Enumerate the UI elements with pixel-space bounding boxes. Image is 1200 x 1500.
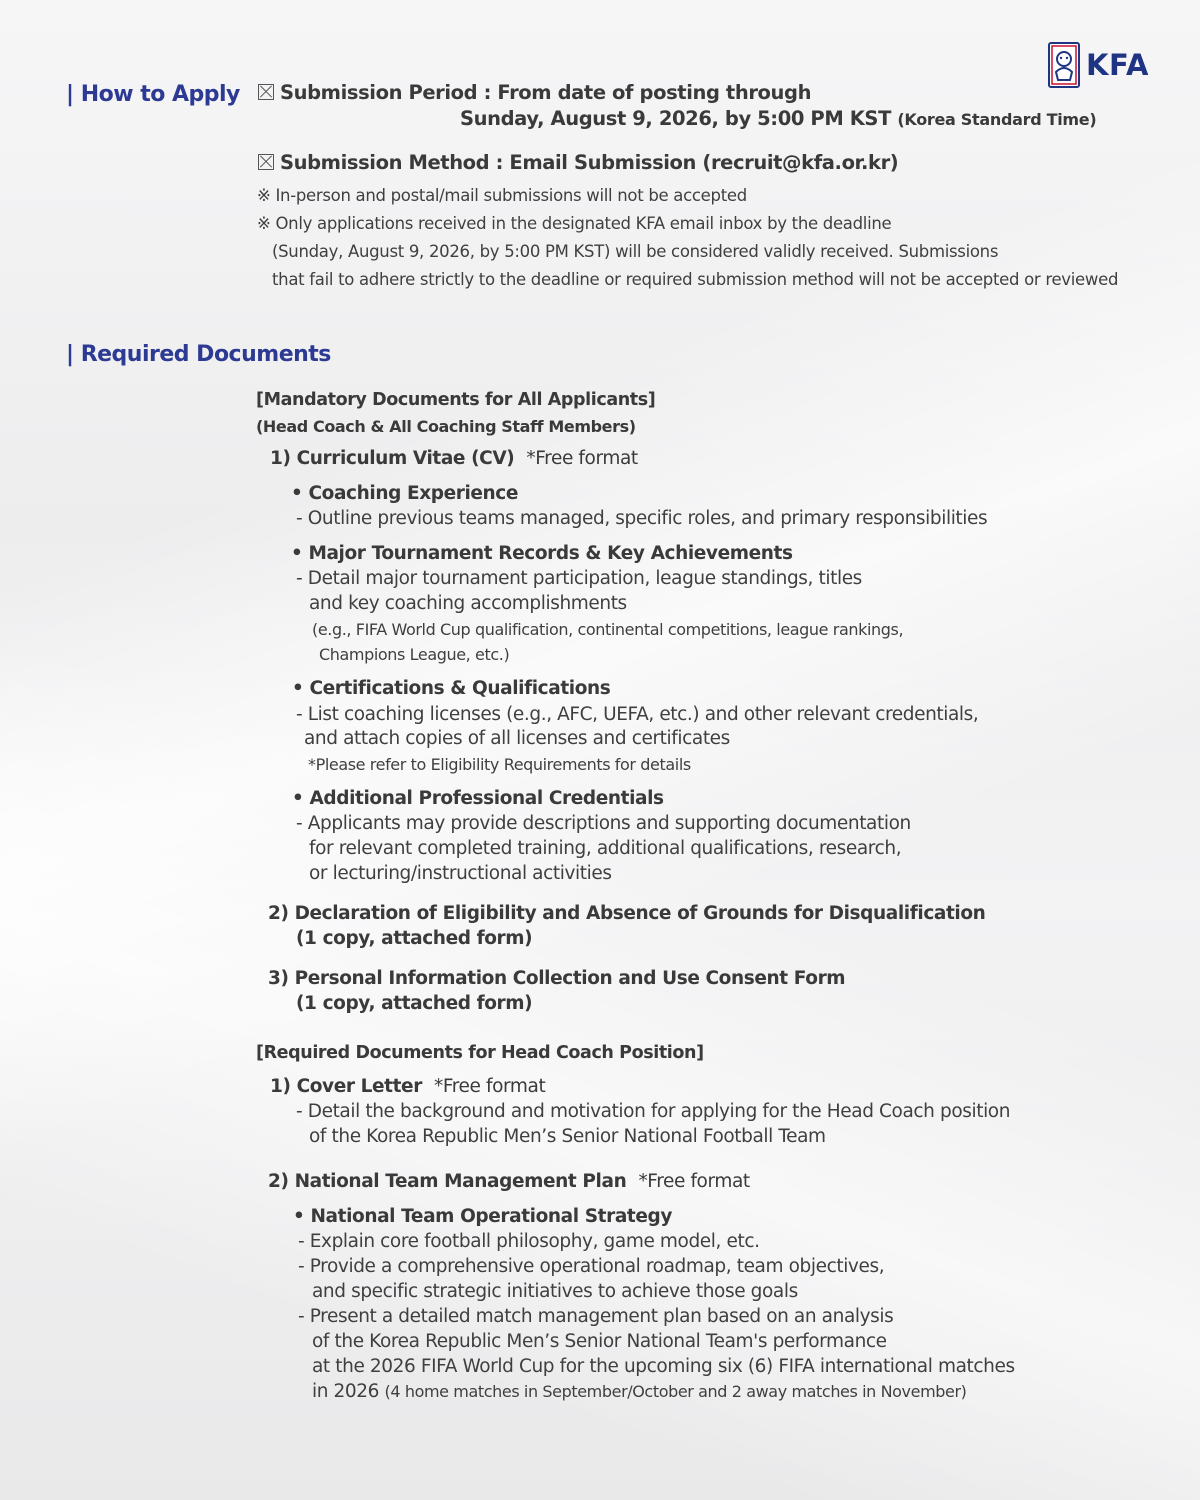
kfa-logo — [1048, 42, 1149, 88]
strategy-point-1: - Explain core football philosophy, game model, etc. — [298, 1231, 760, 1252]
submission-deadline-timezone: (Korea Standard Time) — [897, 110, 1097, 129]
cover-letter-title: 1) Cover Letter — [270, 1076, 422, 1097]
additional-credentials-desc-line1: - Applicants may provide descriptions and supporting documentation — [296, 813, 911, 834]
checkbox-icon — [258, 84, 274, 100]
strategy-point-3-line1: - Present a detailed match management plan based on an analysis — [298, 1306, 894, 1327]
submission-period — [258, 81, 811, 104]
submission-method — [258, 151, 898, 174]
cover-letter-desc-line1: - Detail the background and motivation for applying for the Head Coach position — [296, 1101, 1011, 1122]
strategy-point-3-line3: at the 2026 FIFA World Cup for the upcoming six (6) FIFA international matches — [312, 1356, 1015, 1377]
additional-credentials-desc-line3: or lecturing/instructional activities — [309, 863, 612, 884]
note-deadline-line2: (Sunday, August 9, 2026, by 5:00 PM KST) will be considered validly received. Submissions — [272, 242, 999, 261]
mandatory-heading: [Mandatory Documents for All Applicants] — [256, 390, 656, 410]
records-desc-line1: - Detail major tournament participation, league standings, titles — [296, 568, 862, 589]
declaration-title: 2) Declaration of Eligibility and Absence of Grounds for Disqualification — [268, 903, 986, 924]
strategy-title: • National Team Operational Strategy — [293, 1206, 672, 1227]
required-documents-title: | Required Documents — [66, 342, 331, 367]
strategy-point-3-year: in 2026 — [312, 1381, 380, 1402]
checkbox-icon — [258, 154, 274, 170]
records-example-line1: (e.g., FIFA World Cup qualification, continental competitions, league rankings, — [312, 620, 904, 639]
submission-deadline-date: Sunday, August 9, 2026, by 5:00 PM KST — [460, 107, 891, 130]
additional-credentials-desc-line2: for relevant completed training, additional qualifications, research, — [309, 838, 902, 859]
strategy-point-2-line2: and specific strategic initiatives to achieve those goals — [312, 1281, 798, 1302]
submission-method-label: Submission Method : Email Submission (recruit@kfa.or.kr) — [280, 151, 899, 174]
records-title: • Major Tournament Records & Key Achievements — [291, 543, 793, 564]
strategy-point-3-matches: (4 home matches in September/October and 2 away matches in November) — [384, 1382, 967, 1401]
strategy-point-3-line2: of the Korea Republic Men’s Senior National Team's performance — [312, 1331, 887, 1352]
strategy-point-3-line4 — [312, 1381, 966, 1402]
consent-form-title: 3) Personal Information Collection and Use Consent Form — [268, 968, 846, 989]
cv-item — [270, 448, 638, 469]
kfa-emblem-icon — [1048, 42, 1080, 88]
additional-credentials-title: • Additional Professional Credentials — [292, 788, 664, 809]
cover-letter-desc-line2: of the Korea Republic Men’s Senior National Football Team — [309, 1126, 826, 1147]
note-deadline-line1: ※ Only applications received in the designated KFA email inbox by the deadline — [257, 214, 892, 233]
management-plan-title: 2) National Team Management Plan — [268, 1171, 627, 1192]
management-plan-item — [268, 1171, 750, 1192]
records-desc-line2: and key coaching accomplishments — [309, 593, 627, 614]
note-no-postal: ※ In-person and postal/mail submissions will not be accepted — [257, 186, 747, 205]
certifications-title: • Certifications & Qualifications — [292, 678, 611, 699]
management-plan-format: *Free format — [638, 1171, 750, 1192]
cover-letter-format: *Free format — [434, 1076, 546, 1097]
coaching-experience-title: • Coaching Experience — [291, 483, 519, 504]
certifications-desc-line2: and attach copies of all licenses and certificates — [304, 728, 730, 749]
consent-form-copy: (1 copy, attached form) — [296, 993, 533, 1014]
cv-format: *Free format — [526, 448, 638, 469]
declaration-copy: (1 copy, attached form) — [296, 928, 533, 949]
cv-title: 1) Curriculum Vitae (CV) — [270, 448, 515, 469]
kfa-logo-text: KFA — [1086, 48, 1149, 82]
note-deadline-line3: that fail to adhere strictly to the deadline or required submission method will not be accepted or reviewed — [272, 270, 1119, 289]
head-coach-heading: [Required Documents for Head Coach Position] — [256, 1043, 704, 1063]
submission-period-label: Submission Period : From date of posting through — [280, 81, 812, 104]
strategy-point-2-line1: - Provide a comprehensive operational roadmap, team objectives, — [298, 1256, 885, 1277]
certifications-note: *Please refer to Eligibility Requirements for details — [308, 755, 691, 774]
submission-deadline — [460, 107, 1096, 130]
records-example-line2: Champions League, etc.) — [319, 645, 510, 664]
cover-letter-item — [270, 1076, 545, 1097]
certifications-desc-line1: - List coaching licenses (e.g., AFC, UEFA, etc.) and other relevant credentials, — [296, 704, 979, 725]
how-to-apply-title: | How to Apply — [66, 82, 240, 107]
coaching-experience-desc: - Outline previous teams managed, specific roles, and primary responsibilities — [296, 508, 988, 529]
mandatory-subheading: (Head Coach & All Coaching Staff Members) — [256, 417, 636, 436]
